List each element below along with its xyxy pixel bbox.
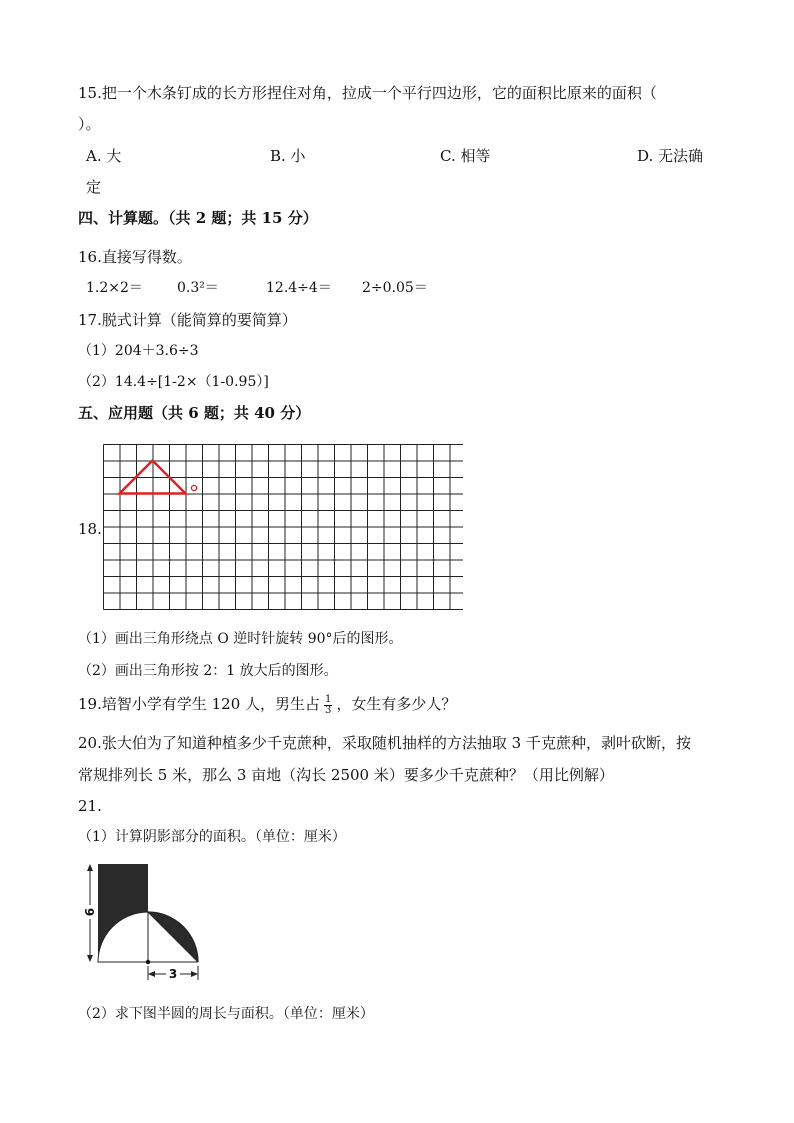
q19-frac-num: 1 bbox=[325, 693, 332, 705]
grid-lines bbox=[104, 445, 464, 610]
q18-grid-figure bbox=[103, 444, 463, 610]
q21-shaded-figure bbox=[78, 858, 203, 988]
section-5-title: 五、应用题（共 6 题；共 40 分） bbox=[78, 404, 311, 422]
dim-3-label: 3 bbox=[168, 967, 178, 981]
q18-number: 18. bbox=[78, 520, 102, 538]
q16-item-2: 0.3²＝ bbox=[177, 280, 219, 296]
q20-line1: 20.张大伯为了知道种植多少千克蔗种，采取随机抽样的方法抽取 3 千克蔗种，剥叶砍断，按 bbox=[78, 734, 691, 752]
q18-part-1: （1）画出三角形绕点 O 逆时针旋转 90°后的图形。 bbox=[78, 631, 403, 647]
q15-stem-line2: ）。 bbox=[78, 115, 101, 133]
q21-part-2: （2）求下图半圆的周长与面积。（单位：厘米） bbox=[78, 1006, 374, 1022]
dim-3-arrow-right bbox=[191, 971, 198, 977]
q16-item-4: 2÷0.05＝ bbox=[362, 280, 428, 296]
section-4-title: 四、计算题。（共 2 题；共 15 分） bbox=[78, 209, 318, 227]
q16-item-3: 12.4÷4＝ bbox=[266, 280, 332, 296]
q15-option-d: D. 无法确 bbox=[637, 147, 704, 165]
dim-3-arrow-left bbox=[148, 971, 155, 977]
q17-stem: 17.脱式计算（能简算的要简算） bbox=[78, 311, 297, 329]
q15-option-c: C. 相等 bbox=[440, 147, 491, 165]
point-o-label bbox=[194, 487, 195, 488]
q15-option-d-cont: 定 bbox=[86, 178, 102, 196]
q19-stem bbox=[78, 693, 456, 716]
dim-6-arrow-top bbox=[87, 864, 93, 871]
q19-pre: 19.培智小学有学生 120 人，男生占 bbox=[78, 695, 321, 713]
q19-post: ，女生有多少人？ bbox=[336, 695, 457, 713]
q21-part-1: （1）计算阴影部分的面积。（单位：厘米） bbox=[78, 829, 346, 845]
q15-stem-line1: 15.把一个木条钉成的长方形捏住对角，拉成一个平行四边形，它的面积比原来的面积（ bbox=[78, 84, 657, 102]
dim-6-arrow-bottom bbox=[87, 955, 93, 962]
q15-option-b: B. 小 bbox=[270, 147, 306, 165]
q17-part-1: （1）204＋3.6÷3 bbox=[78, 343, 199, 359]
q18-part-2: （2）画出三角形按 2：1 放大后的图形。 bbox=[78, 663, 338, 679]
q17-part-2: （2）14.4÷[1-2×（1-0.95）] bbox=[78, 374, 269, 390]
q19-fraction bbox=[324, 695, 332, 716]
center-dot bbox=[146, 960, 150, 964]
q21-number: 21. bbox=[78, 797, 102, 815]
point-o-marker bbox=[191, 485, 196, 490]
q16-item-1: 1.2×2＝ bbox=[86, 280, 143, 296]
q15-option-a: A. 大 bbox=[86, 147, 122, 165]
q16-stem: 16.直接写得数。 bbox=[78, 248, 192, 266]
q19-frac-den: 3 bbox=[325, 704, 332, 716]
dim-6-label: 6 bbox=[83, 907, 97, 917]
q20-line2: 常规排列长 5 米，那么 3 亩地（沟长 2500 米）要多少千克蔗种？（用比例解） bbox=[78, 766, 614, 784]
